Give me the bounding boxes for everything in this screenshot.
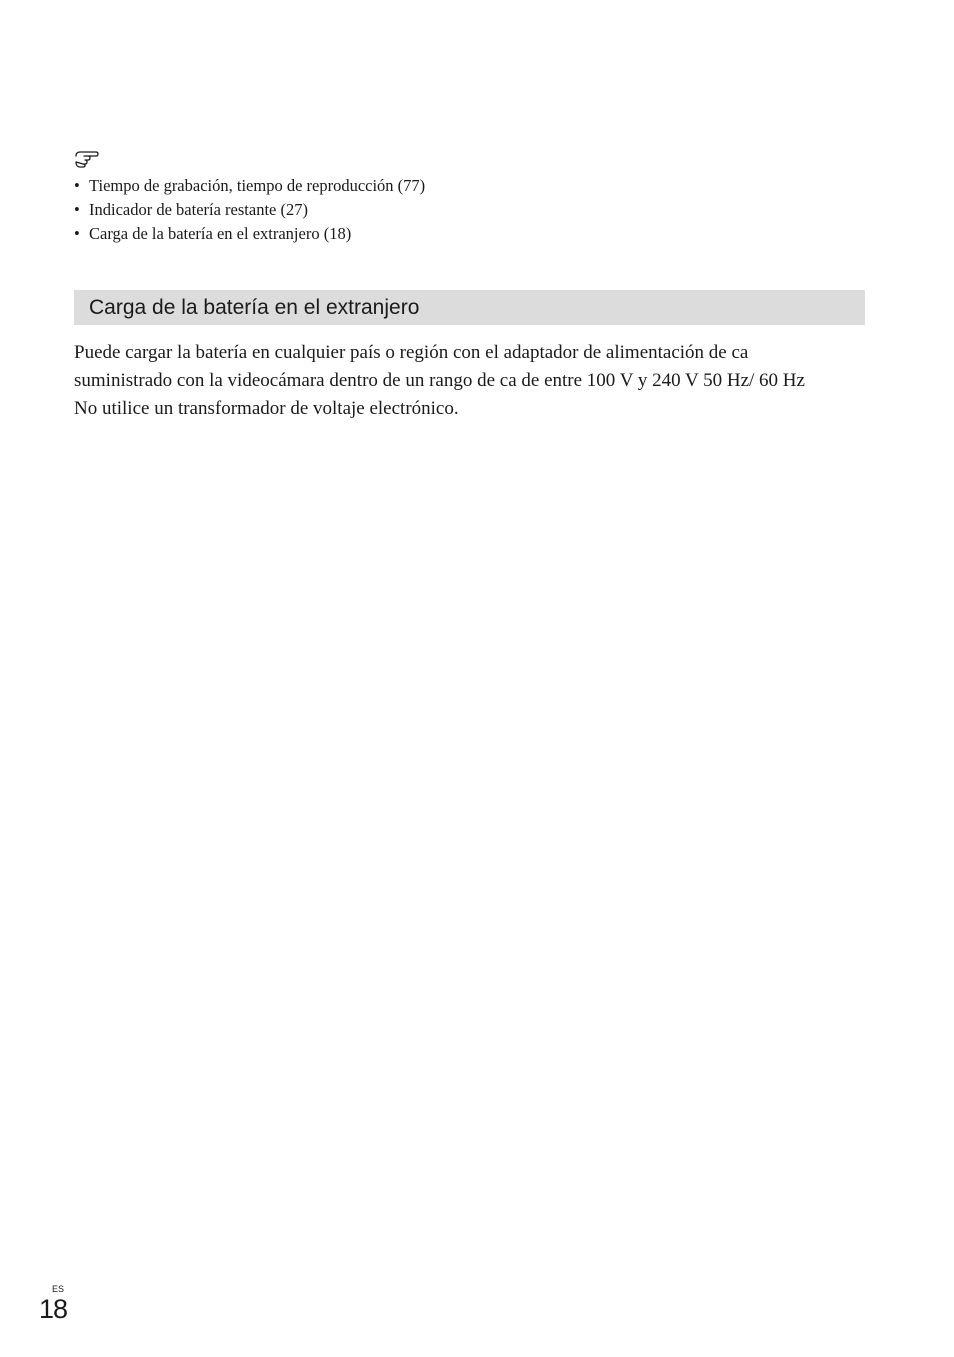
related-references (74, 146, 874, 246)
reference-link[interactable]: Tiempo de grabación, tiempo de reproducción (77) (89, 176, 426, 195)
body-paragraph: No utilice un transformador de voltaje electrónico. (74, 398, 459, 419)
bullet: • (74, 200, 80, 219)
body-paragraph: Puede cargar la batería en cualquier país o región con el adaptador de alimentación de ca suministrado con la videocámara dentro de un rango de ca de entre 100 V y 240 V 50 Hz/ 60 Hz (74, 342, 805, 391)
section-title: Carga de la batería en el extranjero (74, 290, 865, 325)
section-body (74, 339, 844, 423)
list-item[interactable] (74, 174, 874, 198)
bullet: • (74, 176, 80, 195)
bullet: • (74, 224, 80, 243)
reference-list (74, 174, 874, 246)
page-number: 18 (39, 1294, 68, 1324)
list-item[interactable] (74, 222, 874, 246)
list-item[interactable] (74, 198, 874, 222)
pointing-hand-icon (74, 146, 100, 168)
page-language-label: ES (52, 1284, 65, 1294)
reference-link[interactable]: Carga de la batería en el extranjero (18) (89, 224, 352, 243)
reference-link[interactable]: Indicador de batería restante (27) (89, 200, 308, 219)
